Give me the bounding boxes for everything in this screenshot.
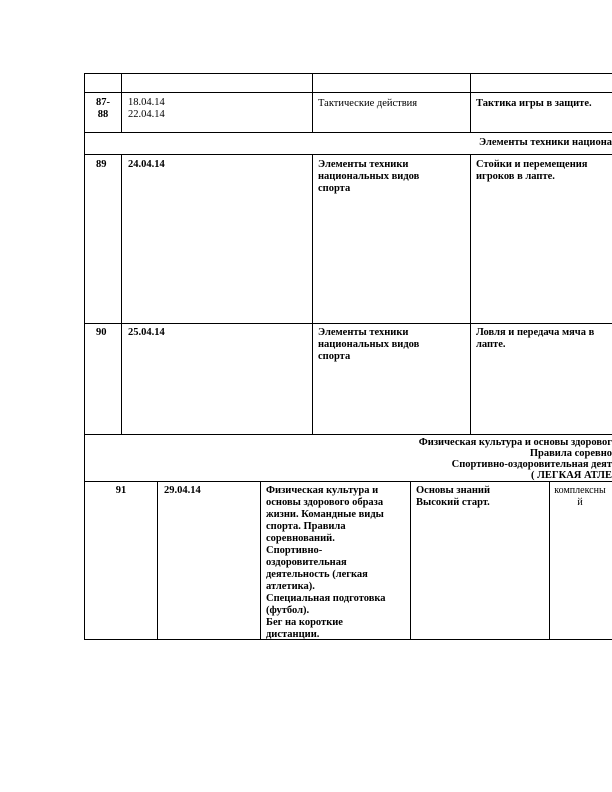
table-border-top bbox=[84, 73, 612, 74]
table-row-divider bbox=[84, 92, 612, 93]
table-col-divider bbox=[410, 481, 411, 640]
lesson-content: Стойки и перемещения игроков в лапте. bbox=[476, 159, 588, 182]
lesson-topic: Физическая культура и основы здорового образа жизни. Командные виды спорта. Правила соревнований. Спортивно- оздоровительная деятельность (легкая атлетика). Специальная подготовка (футбол). Бег на короткие дистанции. bbox=[266, 485, 386, 640]
lesson-number: 89 bbox=[96, 159, 107, 170]
lesson-date: 25.04.14 bbox=[128, 327, 165, 338]
lesson-number: 91 bbox=[115, 485, 127, 496]
table-col-divider bbox=[312, 154, 313, 435]
lesson-date: 24.04.14 bbox=[128, 159, 165, 170]
table-col-divider bbox=[121, 73, 122, 133]
lesson-topic: Тактические действия bbox=[318, 98, 418, 109]
section-subtitle: ( ЛЕГКАЯ АТЛЕ bbox=[530, 470, 612, 481]
section-title: Элементы техники национа bbox=[478, 137, 612, 148]
table-border-left bbox=[84, 73, 85, 640]
section-title: Физическая культура и основы здоровог bbox=[418, 437, 612, 448]
lesson-topic: Элементы техники национальных видов спорта bbox=[318, 159, 420, 194]
table-col-divider bbox=[470, 154, 471, 435]
table-col-divider bbox=[470, 73, 471, 133]
section-subtitle: Спортивно-оздоровительная деят bbox=[451, 459, 612, 470]
table-row-divider bbox=[84, 434, 612, 435]
table-row-divider bbox=[84, 132, 612, 133]
section-subtitle: Правила соревно bbox=[529, 448, 612, 459]
lesson-date: 29.04.14 bbox=[164, 485, 201, 496]
table-col-divider bbox=[312, 73, 313, 133]
lesson-content: Тактика игры в защите. bbox=[476, 98, 592, 109]
lesson-dates: 18.04.14 22.04.14 bbox=[128, 97, 165, 120]
table-col-divider bbox=[260, 481, 261, 640]
lesson-content: Основы знаний Высокий старт. bbox=[416, 485, 491, 508]
table-col-divider bbox=[121, 154, 122, 435]
lesson-number: 87- 88 bbox=[96, 97, 110, 120]
table-row-divider bbox=[84, 154, 612, 155]
lesson-topic: Элементы техники национальных видов спорта bbox=[318, 327, 420, 362]
table-col-divider bbox=[157, 481, 158, 640]
table-row-divider bbox=[84, 323, 612, 324]
lesson-content: Ловля и передача мяча в лапте. bbox=[476, 327, 595, 350]
lesson-type: комплексны й bbox=[554, 485, 606, 508]
lesson-number: 90 bbox=[96, 327, 107, 338]
